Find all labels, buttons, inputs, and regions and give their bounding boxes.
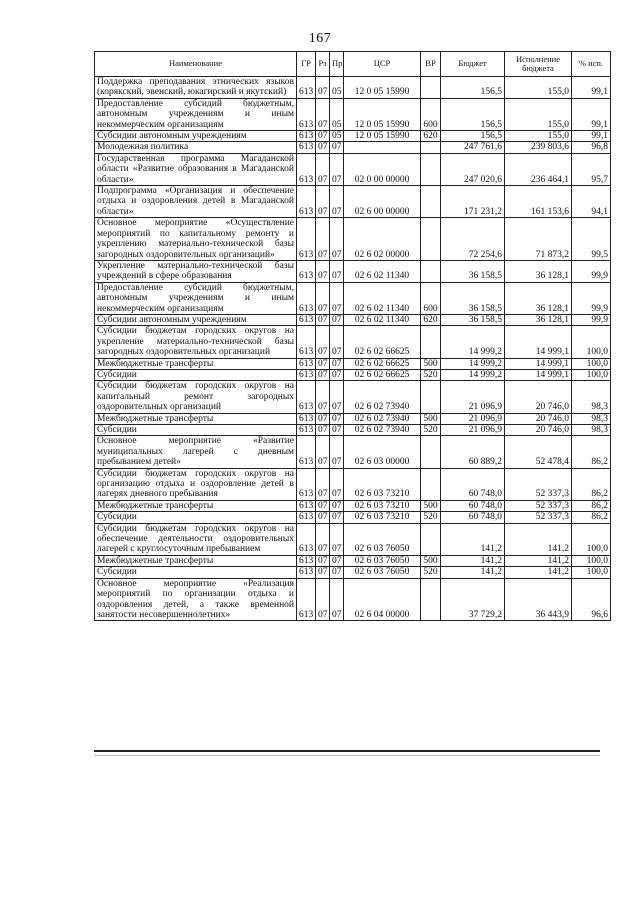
table-header-row — [95, 52, 611, 77]
cell-execution: 52 337,3 — [505, 500, 572, 511]
cell-percent: 99,9 — [572, 260, 611, 282]
cell-rz: 07 — [316, 500, 330, 511]
table-row — [95, 314, 611, 325]
cell-budget: 60 748,0 — [441, 512, 505, 523]
cell-csr: 02 6 00 00000 — [344, 186, 421, 218]
cell-name: Предоставление субсидий бюджетным, автономным учреждениям и иным некоммерческим организациям — [95, 98, 297, 130]
cell-budget: 171 231,2 — [441, 186, 505, 218]
cell-pr: 07 — [330, 186, 344, 218]
cell-pr: 07 — [330, 425, 344, 436]
cell-name: Основное мероприятие «Осуществление мероприятий по капитальному ремонту и укреплению материально-технической базы загородных оздоровительных организаций» — [95, 218, 297, 261]
cell-percent: 100,0 — [572, 567, 611, 578]
table-row — [95, 369, 611, 380]
cell-execution: 155,0 — [505, 131, 572, 142]
cell-budget: 156,5 — [441, 131, 505, 142]
cell-gr: 613 — [297, 468, 316, 500]
cell-budget: 60 748,0 — [441, 468, 505, 500]
cell-rz: 07 — [316, 468, 330, 500]
cell-execution: 71 873,2 — [505, 218, 572, 261]
cell-name: Укрепление материально-технической базы учреждений в сфере образования — [95, 260, 297, 282]
cell-vr: 520 — [421, 369, 441, 380]
cell-budget: 36 158,5 — [441, 282, 505, 314]
cell-gr: 613 — [297, 153, 316, 185]
footer-rule — [94, 750, 600, 752]
cell-gr: 613 — [297, 523, 316, 555]
cell-gr: 613 — [297, 425, 316, 436]
table-row — [95, 436, 611, 468]
cell-csr: 02 6 03 76050 — [344, 523, 421, 555]
cell-vr — [421, 578, 441, 621]
cell-name: Субсидии автономным учреждениям — [95, 314, 297, 325]
cell-execution: 36 128,1 — [505, 260, 572, 282]
cell-vr — [421, 381, 441, 413]
cell-rz: 07 — [316, 523, 330, 555]
cell-percent: 95,7 — [572, 153, 611, 185]
cell-rz: 07 — [316, 142, 330, 153]
cell-pr: 07 — [330, 413, 344, 424]
cell-budget: 141,2 — [441, 555, 505, 566]
cell-gr: 613 — [297, 131, 316, 142]
cell-csr: 02 6 02 73940 — [344, 413, 421, 424]
cell-gr: 613 — [297, 381, 316, 413]
cell-name: Субсидии бюджетам городских округов на укрепление материально-технической базы загородных оздоровительных организаций — [95, 326, 297, 358]
table-row — [95, 153, 611, 185]
cell-budget: 156,5 — [441, 98, 505, 130]
cell-vr: 500 — [421, 500, 441, 511]
header-execution: Исполнение бюджета — [505, 52, 572, 77]
header-percent: % исп. — [572, 52, 611, 77]
cell-pr: 07 — [330, 555, 344, 566]
cell-execution: 20 746,0 — [505, 413, 572, 424]
cell-csr: 02 6 02 73940 — [344, 381, 421, 413]
cell-gr: 613 — [297, 218, 316, 261]
cell-rz: 07 — [316, 512, 330, 523]
cell-rz: 07 — [316, 413, 330, 424]
cell-budget: 14 999,2 — [441, 369, 505, 380]
cell-name: Основное мероприятие «Развитие муниципальных лагерей с дневным пребыванием детей» — [95, 436, 297, 468]
table-row — [95, 260, 611, 282]
cell-budget: 36 158,5 — [441, 314, 505, 325]
table-row — [95, 425, 611, 436]
cell-csr: 02 0 00 00000 — [344, 153, 421, 185]
cell-rz: 07 — [316, 153, 330, 185]
cell-gr: 613 — [297, 326, 316, 358]
cell-rz: 07 — [316, 326, 330, 358]
table-row — [95, 77, 611, 99]
cell-pr: 07 — [330, 282, 344, 314]
cell-gr: 613 — [297, 512, 316, 523]
cell-rz: 07 — [316, 369, 330, 380]
cell-pr: 07 — [330, 381, 344, 413]
header-vr: ВР — [421, 52, 441, 77]
cell-percent: 98,3 — [572, 381, 611, 413]
cell-vr: 620 — [421, 314, 441, 325]
cell-percent: 99,1 — [572, 131, 611, 142]
cell-rz: 07 — [316, 260, 330, 282]
table-row — [95, 523, 611, 555]
cell-rz: 07 — [316, 282, 330, 314]
table-row — [95, 512, 611, 523]
cell-budget: 141,2 — [441, 567, 505, 578]
cell-csr: 02 6 03 73210 — [344, 512, 421, 523]
table-body — [95, 77, 611, 621]
table-row — [95, 282, 611, 314]
cell-budget: 141,2 — [441, 523, 505, 555]
cell-pr: 07 — [330, 567, 344, 578]
cell-csr: 02 6 02 66625 — [344, 369, 421, 380]
cell-csr: 02 6 02 11340 — [344, 314, 421, 325]
cell-percent: 100,0 — [572, 326, 611, 358]
page-number: 167 — [308, 31, 332, 46]
cell-pr: 05 — [330, 98, 344, 130]
cell-csr: 02 6 03 73210 — [344, 500, 421, 511]
cell-pr: 07 — [330, 578, 344, 621]
cell-name: Субсидии — [95, 425, 297, 436]
cell-vr: 500 — [421, 413, 441, 424]
cell-name: Субсидии бюджетам городских округов на капитальный ремонт загородных оздоровительных организаций — [95, 381, 297, 413]
cell-pr: 07 — [330, 358, 344, 369]
cell-execution: 14 999,1 — [505, 326, 572, 358]
cell-gr: 613 — [297, 98, 316, 130]
cell-budget: 21 096,9 — [441, 413, 505, 424]
cell-csr: 02 6 02 73940 — [344, 425, 421, 436]
cell-budget: 60 748,0 — [441, 500, 505, 511]
cell-gr: 613 — [297, 260, 316, 282]
cell-execution: 14 999,1 — [505, 369, 572, 380]
cell-execution: 141,2 — [505, 523, 572, 555]
header-name: Наименование — [95, 52, 297, 77]
table-row — [95, 413, 611, 424]
cell-execution: 141,2 — [505, 567, 572, 578]
cell-vr — [421, 142, 441, 153]
cell-percent: 96,6 — [572, 578, 611, 621]
cell-budget: 60 889,2 — [441, 436, 505, 468]
cell-csr: 12 0 05 15990 — [344, 98, 421, 130]
cell-execution: 52 337,3 — [505, 468, 572, 500]
table-row — [95, 578, 611, 621]
table-row — [95, 142, 611, 153]
cell-execution: 141,2 — [505, 555, 572, 566]
cell-rz: 07 — [316, 567, 330, 578]
cell-gr: 613 — [297, 578, 316, 621]
cell-pr: 07 — [330, 500, 344, 511]
table-row — [95, 186, 611, 218]
cell-csr: 02 6 03 00000 — [344, 436, 421, 468]
cell-rz: 07 — [316, 131, 330, 142]
cell-execution: 155,0 — [505, 77, 572, 99]
cell-execution: 236 464,1 — [505, 153, 572, 185]
cell-rz: 07 — [316, 381, 330, 413]
cell-budget: 72 254,6 — [441, 218, 505, 261]
cell-execution: 20 746,0 — [505, 381, 572, 413]
cell-csr — [344, 142, 421, 153]
cell-percent: 100,0 — [572, 523, 611, 555]
cell-gr: 613 — [297, 436, 316, 468]
cell-vr — [421, 77, 441, 99]
cell-csr: 02 6 03 76050 — [344, 567, 421, 578]
cell-gr: 613 — [297, 555, 316, 566]
cell-csr: 12 0 05 15990 — [344, 77, 421, 99]
cell-pr: 07 — [330, 218, 344, 261]
cell-rz: 07 — [316, 425, 330, 436]
table-row — [95, 555, 611, 566]
cell-name: Субсидии — [95, 567, 297, 578]
cell-vr — [421, 153, 441, 185]
cell-rz: 07 — [316, 77, 330, 99]
cell-vr: 520 — [421, 425, 441, 436]
cell-vr: 520 — [421, 567, 441, 578]
cell-csr: 02 6 02 00000 — [344, 218, 421, 261]
cell-percent: 99,5 — [572, 218, 611, 261]
cell-vr — [421, 218, 441, 261]
cell-execution: 36 443,9 — [505, 578, 572, 621]
cell-pr: 07 — [330, 314, 344, 325]
cell-vr — [421, 186, 441, 218]
cell-name: Субсидии — [95, 369, 297, 380]
cell-name: Поддержка преподавания этнических языков (корякский, эвенский, юкагирский и якутский) — [95, 77, 297, 99]
table-row — [95, 131, 611, 142]
cell-pr: 05 — [330, 131, 344, 142]
cell-gr: 613 — [297, 500, 316, 511]
cell-percent: 86,2 — [572, 468, 611, 500]
table-row — [95, 381, 611, 413]
cell-vr — [421, 326, 441, 358]
cell-name: Субсидии автономным учреждениям — [95, 131, 297, 142]
cell-name: Межбюджетные трансферты — [95, 413, 297, 424]
cell-pr: 05 — [330, 77, 344, 99]
cell-gr: 613 — [297, 186, 316, 218]
cell-csr: 12 0 05 15990 — [344, 131, 421, 142]
cell-percent: 100,0 — [572, 358, 611, 369]
cell-vr: 520 — [421, 512, 441, 523]
cell-csr: 02 6 02 11340 — [344, 260, 421, 282]
cell-vr — [421, 436, 441, 468]
cell-percent: 99,9 — [572, 282, 611, 314]
table-row — [95, 567, 611, 578]
budget-execution-table — [94, 51, 611, 621]
cell-csr: 02 6 03 76050 — [344, 555, 421, 566]
cell-execution: 161 153,6 — [505, 186, 572, 218]
cell-percent: 99,1 — [572, 77, 611, 99]
cell-pr: 07 — [330, 142, 344, 153]
cell-budget: 37 729,2 — [441, 578, 505, 621]
table-row — [95, 358, 611, 369]
cell-vr: 500 — [421, 555, 441, 566]
header-pr: Пр — [330, 52, 344, 77]
cell-csr: 02 6 02 66625 — [344, 358, 421, 369]
cell-name: Предоставление субсидий бюджетным, автономным учреждениям и иным некоммерческим организациям — [95, 282, 297, 314]
cell-name: Субсидии — [95, 512, 297, 523]
header-csr: ЦСР — [344, 52, 421, 77]
cell-gr: 613 — [297, 369, 316, 380]
cell-pr: 07 — [330, 512, 344, 523]
cell-budget: 14 999,2 — [441, 326, 505, 358]
cell-gr: 613 — [297, 282, 316, 314]
cell-vr — [421, 468, 441, 500]
cell-rz: 07 — [316, 358, 330, 369]
cell-percent: 96,8 — [572, 142, 611, 153]
cell-name: Межбюджетные трансферты — [95, 500, 297, 511]
cell-vr — [421, 260, 441, 282]
cell-gr: 613 — [297, 314, 316, 325]
cell-budget: 156,5 — [441, 77, 505, 99]
cell-name: Межбюджетные трансферты — [95, 358, 297, 369]
cell-execution: 20 746,0 — [505, 425, 572, 436]
cell-budget: 21 096,9 — [441, 425, 505, 436]
cell-pr: 07 — [330, 369, 344, 380]
cell-percent: 100,0 — [572, 369, 611, 380]
table-row — [95, 500, 611, 511]
header-budget: Бюджет — [441, 52, 505, 77]
footer-rule-faint — [94, 755, 600, 756]
cell-percent: 86,2 — [572, 512, 611, 523]
cell-vr: 500 — [421, 358, 441, 369]
cell-vr — [421, 523, 441, 555]
cell-percent: 99,1 — [572, 98, 611, 130]
cell-name: Государственная программа Магаданской области «Развитие образования в Магаданской области» — [95, 153, 297, 185]
cell-percent: 86,2 — [572, 436, 611, 468]
cell-percent: 94,1 — [572, 186, 611, 218]
table-row — [95, 326, 611, 358]
cell-budget: 247 761,6 — [441, 142, 505, 153]
cell-rz: 07 — [316, 578, 330, 621]
cell-csr: 02 6 04 00000 — [344, 578, 421, 621]
cell-pr: 07 — [330, 436, 344, 468]
cell-rz: 07 — [316, 314, 330, 325]
cell-name: Молодежная политика — [95, 142, 297, 153]
cell-gr: 613 — [297, 77, 316, 99]
header-rz: Рз — [316, 52, 330, 77]
cell-rz: 07 — [316, 98, 330, 130]
cell-percent: 100,0 — [572, 555, 611, 566]
cell-csr: 02 6 02 66625 — [344, 326, 421, 358]
cell-name: Субсидии бюджетам городских округов на организацию отдыха и оздоровление детей в лагерях дневного пребывания — [95, 468, 297, 500]
cell-name: Субсидии бюджетам городских округов на обеспечение деятельности оздоровительных лагерей с круглосуточным пребыванием — [95, 523, 297, 555]
cell-execution: 52 337,3 — [505, 512, 572, 523]
table-row — [95, 468, 611, 500]
cell-gr: 613 — [297, 142, 316, 153]
cell-rz: 07 — [316, 186, 330, 218]
cell-gr: 613 — [297, 567, 316, 578]
cell-name: Основное мероприятие «Реализация мероприятий по организации отдыха и оздоровления детей, а также временной занятости несовершеннолетних» — [95, 578, 297, 621]
table-row — [95, 98, 611, 130]
table-row — [95, 218, 611, 261]
cell-gr: 613 — [297, 358, 316, 369]
cell-pr: 07 — [330, 153, 344, 185]
cell-budget: 36 158,5 — [441, 260, 505, 282]
cell-execution: 155,0 — [505, 98, 572, 130]
cell-execution: 52 478,4 — [505, 436, 572, 468]
cell-rz: 07 — [316, 436, 330, 468]
cell-budget: 21 096,9 — [441, 381, 505, 413]
cell-pr: 07 — [330, 468, 344, 500]
cell-vr: 620 — [421, 131, 441, 142]
cell-budget: 247 020,6 — [441, 153, 505, 185]
cell-execution: 14 999,1 — [505, 358, 572, 369]
cell-csr: 02 6 02 11340 — [344, 282, 421, 314]
cell-rz: 07 — [316, 555, 330, 566]
cell-name: Подпрограмма «Организация и обеспечение отдыха и оздоровления детей в Магаданской области» — [95, 186, 297, 218]
cell-pr: 07 — [330, 523, 344, 555]
cell-rz: 07 — [316, 218, 330, 261]
cell-csr: 02 6 03 73210 — [344, 468, 421, 500]
cell-execution: 36 128,1 — [505, 314, 572, 325]
cell-percent: 86,2 — [572, 500, 611, 511]
cell-pr: 07 — [330, 326, 344, 358]
cell-budget: 14 999,2 — [441, 358, 505, 369]
header-gr: ГР — [297, 52, 316, 77]
cell-name: Межбюджетные трансферты — [95, 555, 297, 566]
cell-execution: 36 128,1 — [505, 282, 572, 314]
cell-gr: 613 — [297, 413, 316, 424]
cell-pr: 07 — [330, 260, 344, 282]
cell-percent: 98,3 — [572, 413, 611, 424]
cell-percent: 99,9 — [572, 314, 611, 325]
cell-vr: 600 — [421, 282, 441, 314]
cell-execution: 239 803,6 — [505, 142, 572, 153]
cell-vr: 600 — [421, 98, 441, 130]
cell-percent: 98,3 — [572, 425, 611, 436]
